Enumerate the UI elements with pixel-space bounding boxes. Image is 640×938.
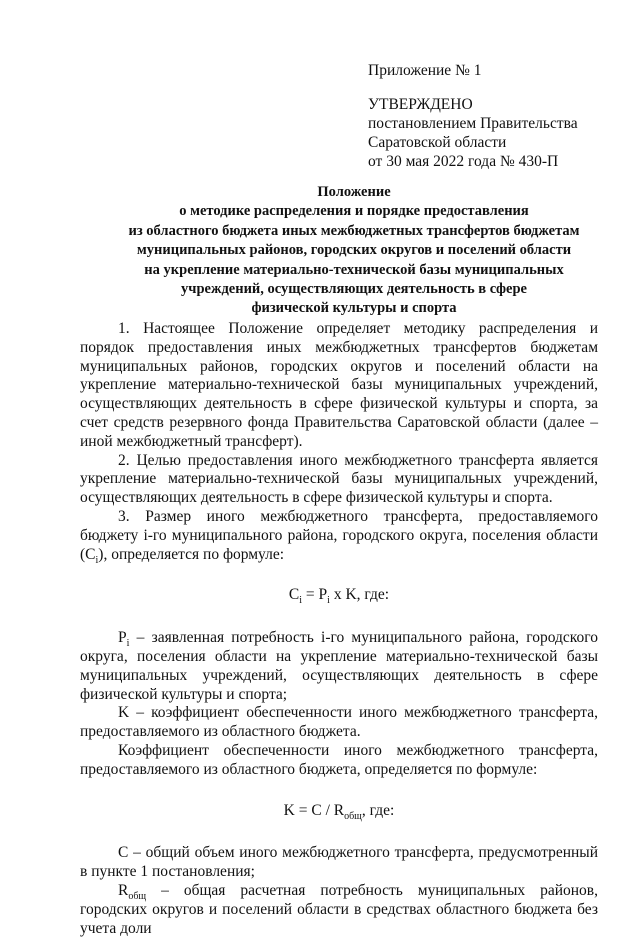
definition-r-text: – общая расчетная потребность муниципальных районов, городских округов и поселений области в средствах областного бюджета без учета доли <box>80 881 598 937</box>
approval-block <box>368 95 578 171</box>
paragraph-3-subscript: i <box>95 554 99 566</box>
appendix-label: Приложение № 1 <box>368 62 482 79</box>
definition-r-symbol: R <box>118 881 129 899</box>
formula-k <box>80 802 598 821</box>
title-line-6: учреждений, осуществляющих деятельность в сфере <box>181 281 527 298</box>
formula-k-text: K = C / R <box>283 801 345 819</box>
formula-ci-rest: x K, где: <box>329 586 390 604</box>
document-body <box>80 320 598 938</box>
formula-pi-subscript: i <box>327 595 330 607</box>
definition-r <box>80 882 598 938</box>
title-line-1: Положение <box>317 184 391 200</box>
formula-k-rest: , где: <box>361 801 395 819</box>
title-line-5: на укрепление материально-технической базы муниципальных <box>144 261 564 278</box>
approved-date: от 30 мая 2022 года № 430-П <box>368 153 559 170</box>
paragraph-3 <box>80 508 598 564</box>
formula-ci-symbol: C <box>288 586 300 604</box>
title-line-4: муниципальных районов, городских округов и поселений области <box>136 242 572 259</box>
title-line-2: о методике распределения и порядке предоставления <box>179 203 529 220</box>
definition-pi <box>80 629 598 704</box>
k-formula-intro: Коэффициент обеспеченности иного межбюджетного трансферта, предоставляемого из областного бюджета, определяется по формуле: <box>80 741 598 778</box>
approved-stamp: УТВЕРЖДЕНО <box>368 96 473 113</box>
paragraph-3-text: 3. Размер иного межбюджетного трансферта, предоставляемого бюджету i-го муниципального района, городского округа, поселения области (C <box>80 507 598 563</box>
formula-ci-subscript: i <box>299 595 303 607</box>
formula-ci-equals: = P <box>302 586 328 604</box>
definition-pi-text: – заявленная потребность i-го муниципального района, городского округа, поселения области на укрепление материально-технической базы муниципальных учреждений, осуществляющих деятельность в сфере физической культуры и спорта; <box>80 629 598 703</box>
paragraph-2: 2. Целью предоставления иного межбюджетного трансферта является укрепление материально-технической базы муниципальных учреждений, осуществляющих деятельность в сфере физической культуры и спорта. <box>80 451 598 507</box>
document-title <box>80 183 628 319</box>
definition-c: C – общий объем иного межбюджетного трансферта, предусмотренный в пункте 1 постановления; <box>80 844 598 881</box>
definition-r-subscript: общ <box>128 891 147 903</box>
title-line-7: физической культуры и спорта <box>251 300 457 317</box>
approved-by-line-1: постановлением Правительства <box>368 115 578 132</box>
definition-k: K – коэффициент обеспеченности иного межбюджетного трансферта, предоставляемого из областного бюджета. <box>80 704 598 741</box>
approved-by-line-2: Саратовской области <box>368 134 507 151</box>
formula-ci <box>80 586 598 605</box>
title-line-3: из областного бюджета иных межбюджетных трансфертов бюджетам <box>128 222 580 239</box>
definition-pi-subscript: i <box>126 638 130 650</box>
formula-k-subscript: общ <box>344 810 362 822</box>
definition-pi-symbol: P <box>118 629 127 647</box>
paragraph-3-tail: ), определяется по формуле: <box>98 545 285 563</box>
paragraph-1: 1. Настоящее Положение определяет методику распределения и порядок предоставления иных межбюджетных трансфертов бюджетам муниципальных районов, городских округов и поселений области на укрепление материально-технической базы муниципальных учреждений, осуществляющих деятельность в сфере физической культуры и спорта, за счет средств резервного фонда Правительства Саратовской области (далее – иной межбюджетный трансферт). <box>80 320 598 450</box>
